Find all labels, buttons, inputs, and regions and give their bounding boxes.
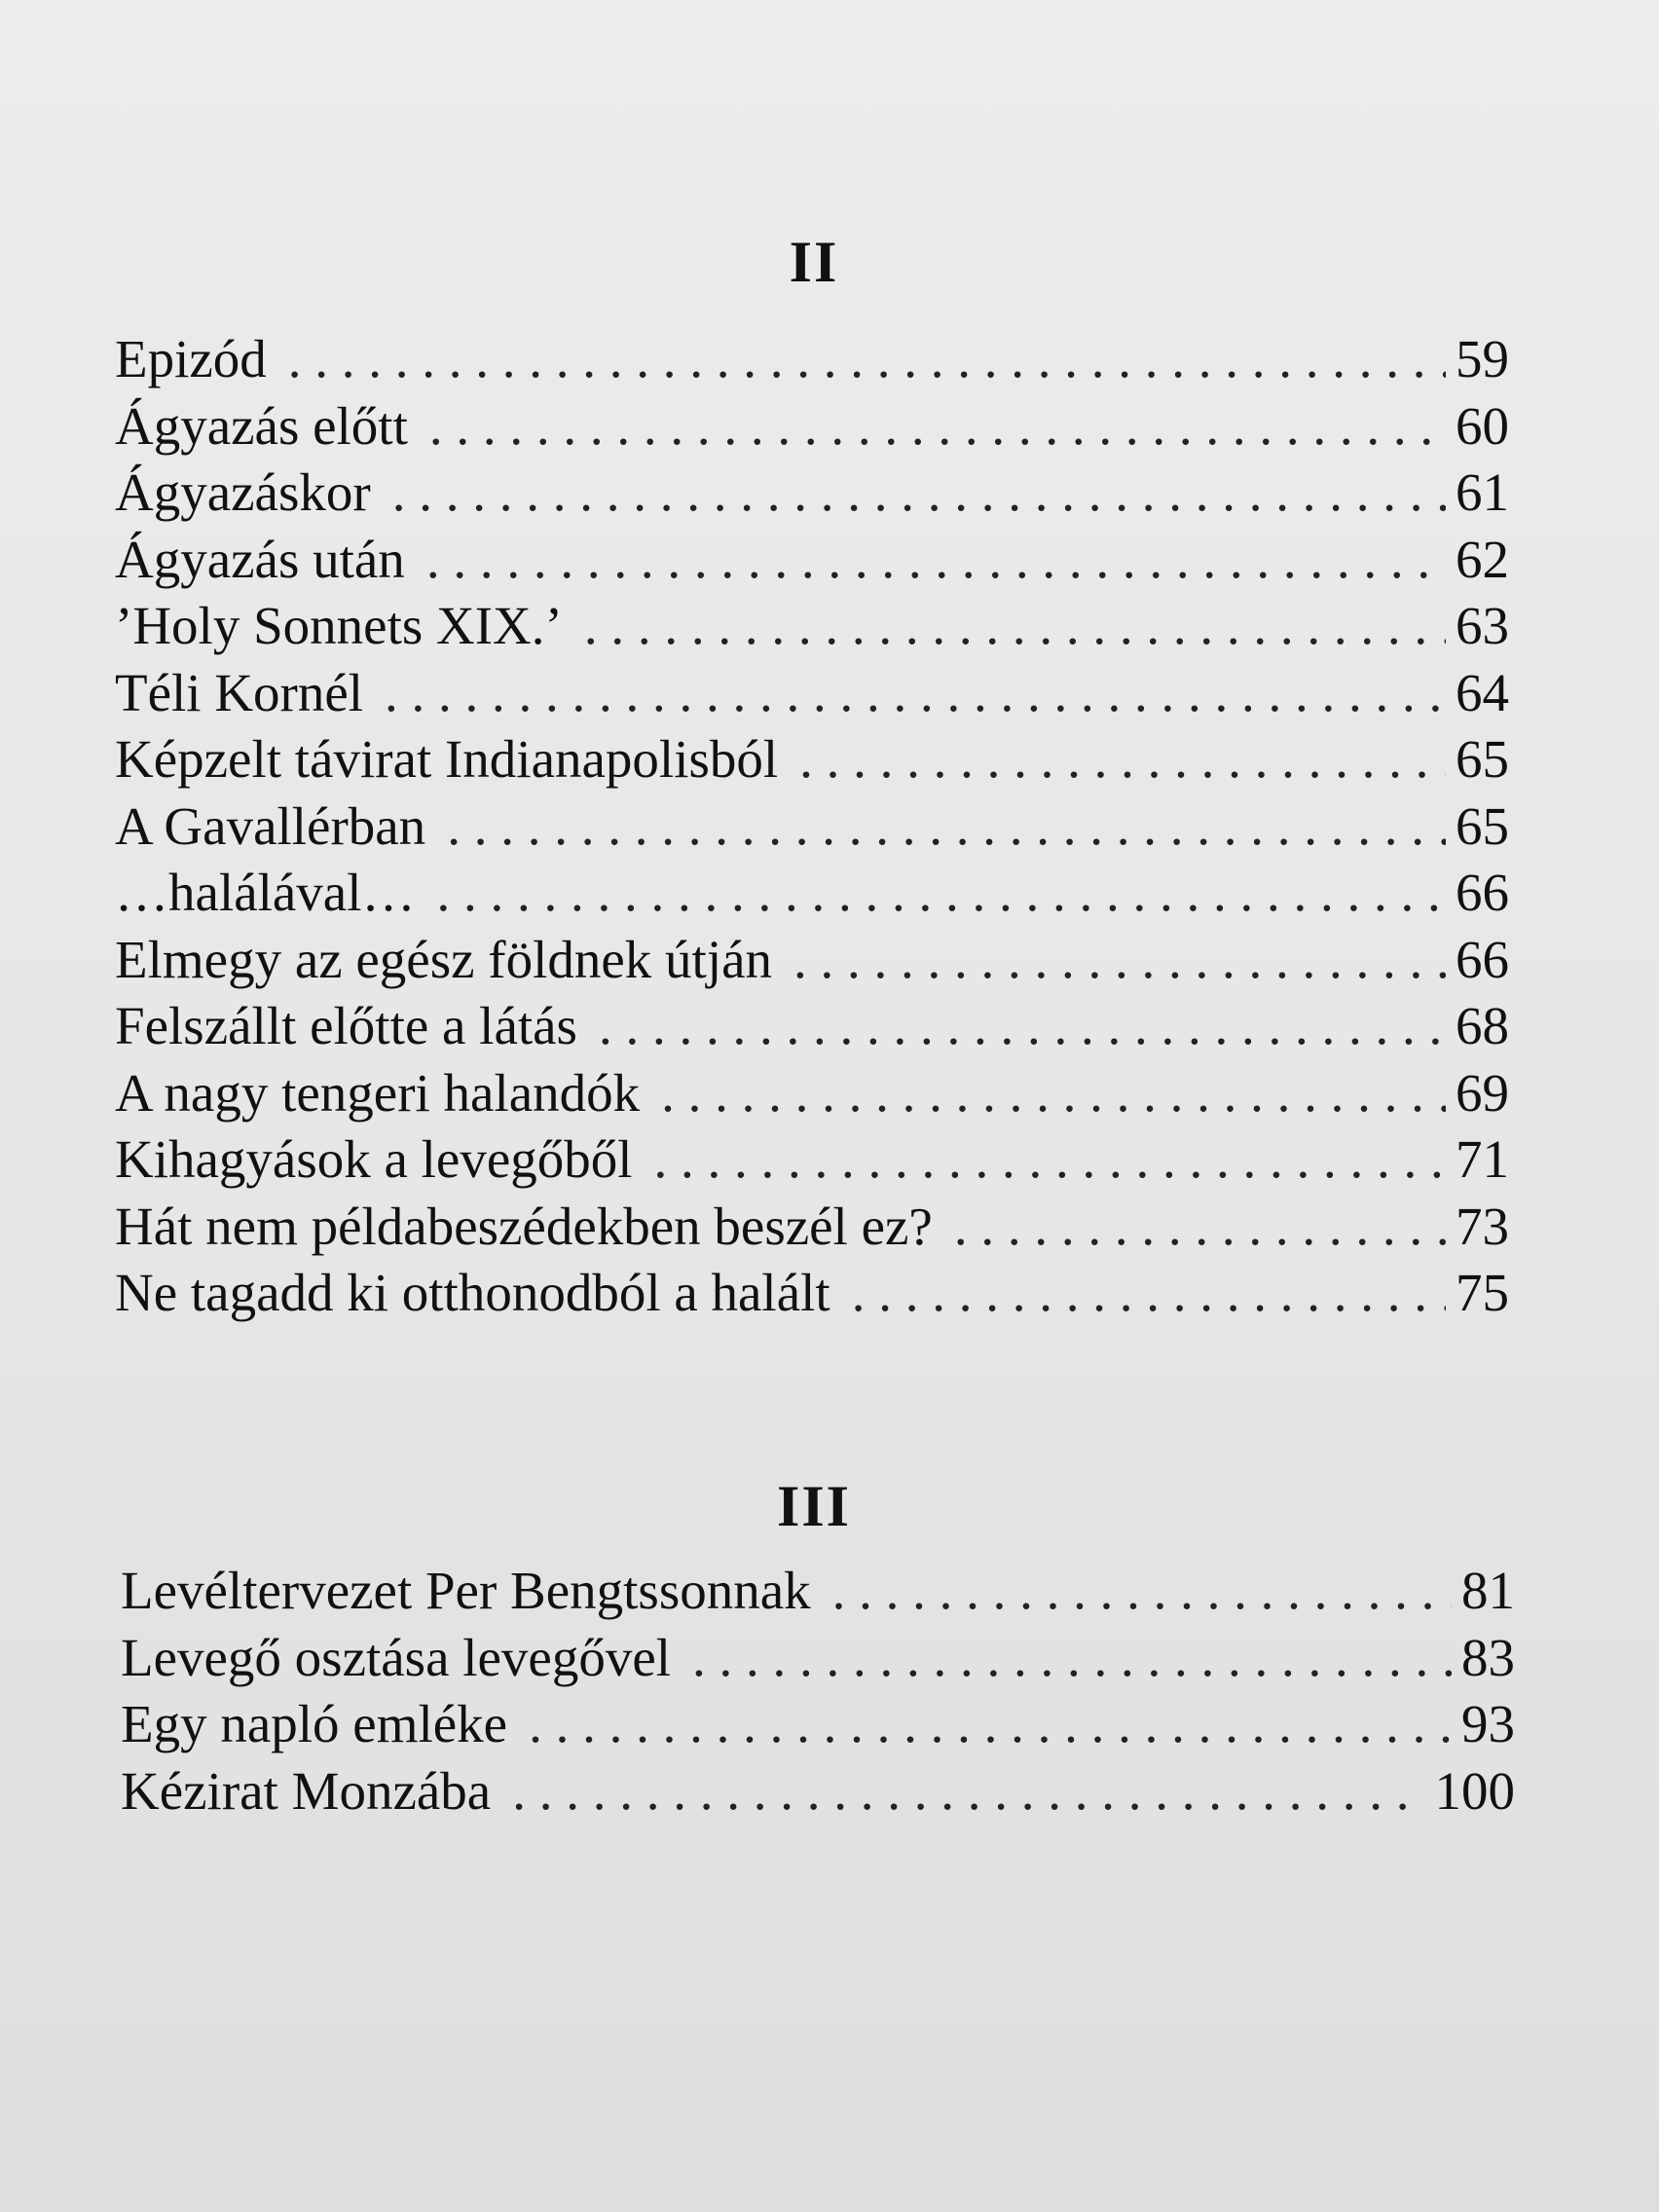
toc-entry-page: 73	[1456, 1196, 1509, 1256]
toc-entry-page: 81	[1461, 1561, 1515, 1620]
toc-entry	[115, 527, 1509, 594]
leader-dots	[599, 993, 1446, 1060]
toc-entry	[115, 660, 1509, 727]
toc-entry-page: 68	[1456, 996, 1509, 1055]
toc-entry	[115, 993, 1509, 1060]
toc-entry-title: Ágyazáskor	[115, 462, 371, 522]
toc-entry-page: 69	[1456, 1062, 1509, 1123]
toc-entry-title: Hát nem példabeszédekben beszél ez?	[115, 1196, 933, 1256]
toc-entry	[115, 1194, 1509, 1261]
leader-dots	[654, 1126, 1446, 1194]
toc-entry-page: 100	[1434, 1760, 1515, 1821]
toc-entry-title: ’Holy Sonnets XIX.’	[115, 596, 563, 655]
toc-entry-page: 65	[1456, 729, 1509, 789]
toc-entry	[121, 1558, 1515, 1625]
toc-entry-page: 65	[1456, 795, 1509, 856]
leader-dots	[852, 1260, 1446, 1327]
toc-entry-page: 66	[1456, 929, 1509, 989]
toc-entry-page: 59	[1456, 329, 1509, 388]
toc-entry-title: Képzelt távirat Indianapolisból	[115, 729, 779, 789]
toc-entry	[115, 1260, 1509, 1327]
toc-entry	[115, 460, 1509, 527]
leader-dots	[288, 326, 1446, 393]
leader-dots	[529, 1691, 1452, 1758]
toc-entry-title: Elmegy az egész földnek útján	[115, 929, 773, 989]
leader-dots	[447, 793, 1446, 861]
toc-entry-title: Epizód	[115, 329, 267, 388]
leader-dots	[832, 1558, 1452, 1625]
leader-dots	[392, 460, 1446, 527]
toc-entry	[115, 726, 1509, 793]
toc-entry-title: Kézirat Monzába	[121, 1760, 492, 1821]
toc-entry-title: …halálával…	[115, 863, 416, 922]
toc-entry	[115, 793, 1509, 861]
toc-entry	[115, 1060, 1509, 1127]
toc-entry-title: Ne tagadd ki otthonodból a halált	[115, 1263, 830, 1322]
toc-entry-page: 62	[1456, 529, 1509, 589]
toc-entry-title: Ágyazás előtt	[115, 395, 408, 456]
toc-entry	[115, 860, 1509, 927]
leader-dots	[661, 1060, 1446, 1127]
toc-entry-page: 75	[1456, 1263, 1509, 1322]
toc-list-section-iii	[121, 1558, 1515, 1825]
toc-entry-title: Felszállt előtte a látás	[115, 996, 577, 1055]
section-heading-ii: II	[789, 229, 839, 294]
toc-entry	[121, 1758, 1515, 1825]
toc-entry	[121, 1691, 1515, 1758]
toc-entry-page: 93	[1461, 1694, 1515, 1753]
toc-entry-title: A nagy tengeri halandók	[115, 1062, 641, 1123]
leader-dots	[426, 527, 1446, 594]
toc-entry-title: Egy napló emléke	[121, 1694, 508, 1753]
toc-entry-page: 71	[1456, 1129, 1509, 1189]
toc-entry-page: 83	[1461, 1627, 1515, 1687]
leader-dots	[437, 860, 1447, 927]
toc-entry	[115, 593, 1509, 660]
toc-entry	[115, 393, 1509, 461]
toc-entry	[115, 1126, 1509, 1194]
toc-entry-page: 61	[1456, 462, 1509, 522]
leader-dots	[385, 660, 1446, 727]
leader-dots	[692, 1625, 1452, 1692]
toc-entry-title: Téli Kornél	[115, 662, 364, 722]
toc-list-section-ii	[115, 326, 1509, 1327]
toc-entry-title: A Gavallérban	[115, 795, 426, 856]
leader-dots	[512, 1758, 1424, 1825]
toc-entry-page: 63	[1456, 596, 1509, 655]
toc-entry-page: 60	[1456, 395, 1509, 456]
section-heading-iii: III	[776, 1473, 852, 1538]
leader-dots	[584, 593, 1446, 660]
toc-entry	[115, 927, 1509, 994]
toc-entry-title: Levegő osztása levegővel	[121, 1627, 672, 1687]
toc-entry-title: Kihagyások a levegőből	[115, 1129, 633, 1189]
leader-dots	[799, 726, 1446, 793]
toc-entry	[121, 1625, 1515, 1692]
leader-dots	[429, 393, 1446, 461]
toc-entry-page: 66	[1456, 863, 1509, 922]
leader-dots	[954, 1194, 1446, 1261]
leader-dots	[793, 927, 1446, 994]
toc-entry	[115, 326, 1509, 393]
toc-entry-title: Ágyazás után	[115, 529, 405, 589]
toc-entry-title: Levéltervezet Per Bengtssonnak	[121, 1561, 811, 1620]
toc-entry-page: 64	[1456, 662, 1509, 722]
